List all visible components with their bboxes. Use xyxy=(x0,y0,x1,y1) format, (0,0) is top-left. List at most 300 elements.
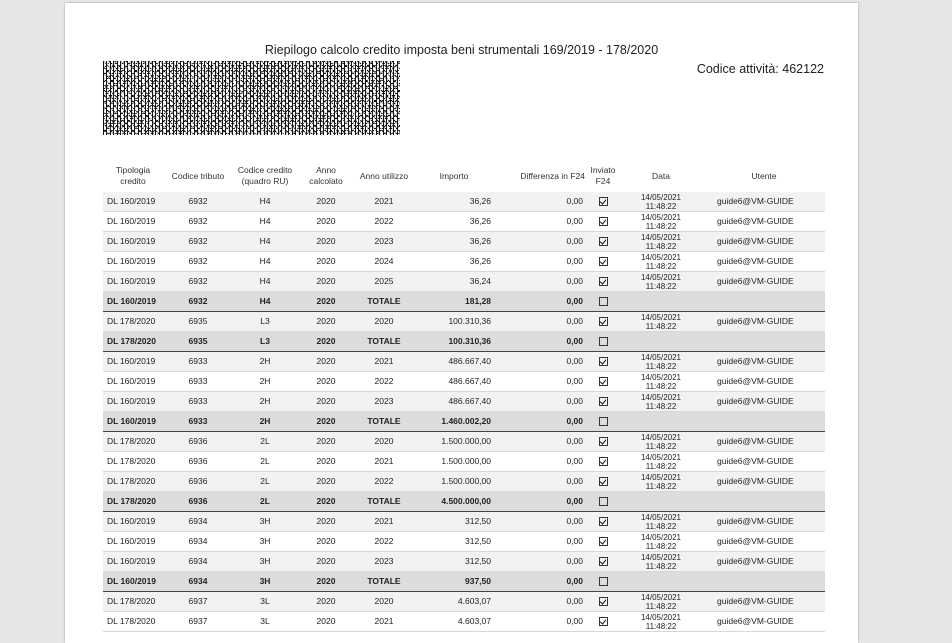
cell-credito: 2H xyxy=(259,376,271,386)
cell-data-time: 11:48:22 xyxy=(645,241,677,251)
cell-utente: guide6@VM-GUIDE xyxy=(703,232,825,252)
checked-checkbox-icon xyxy=(599,517,608,526)
cell-tipologia: DL 160/2019 xyxy=(103,352,163,372)
cell-differenza: 0,00 xyxy=(566,536,583,546)
cell-tributo: 6934 xyxy=(188,536,208,546)
cell-utente: guide6@VM-GUIDE xyxy=(717,216,794,226)
codice-attivita: Codice attività: 462122 xyxy=(696,62,824,76)
table-row xyxy=(103,272,825,292)
cell-data-date: 14/05/2021 xyxy=(640,352,682,362)
table-total-row xyxy=(103,572,825,592)
cell-inviato xyxy=(587,552,619,572)
table-row xyxy=(103,312,825,332)
cell-credito: H4 xyxy=(259,256,271,266)
cell-differenza: 0,00 xyxy=(495,232,587,252)
cell-anno-calcolato: 2020 xyxy=(297,232,355,252)
cell-inviato xyxy=(587,232,619,252)
cell-differenza: 0,00 xyxy=(566,376,583,386)
cell-credito: 2H xyxy=(233,392,297,412)
cell-data xyxy=(619,532,703,552)
cell-utente: guide6@VM-GUIDE xyxy=(703,512,825,532)
cell-anno-utilizzo: 2025 xyxy=(355,272,413,292)
cell-tributo: 6937 xyxy=(163,592,233,612)
unchecked-checkbox-icon xyxy=(599,577,608,586)
checked-checkbox-icon xyxy=(599,317,608,326)
cell-tipologia: DL 160/2019 xyxy=(103,572,163,592)
col-header-tributo: Codice tributo xyxy=(171,170,225,181)
cell-differenza: 0,00 xyxy=(495,432,587,452)
table-row xyxy=(103,532,825,552)
cell-tributo: 6936 xyxy=(163,432,233,452)
cell-credito: 2H xyxy=(233,412,297,432)
cell-tributo: 6933 xyxy=(163,392,233,412)
cell-inviato xyxy=(587,572,619,592)
cell-data-time: 11:48:22 xyxy=(645,461,677,471)
cell-importo: 36,26 xyxy=(469,256,491,266)
cell-tributo: 6933 xyxy=(163,412,233,432)
cell-differenza: 0,00 xyxy=(495,492,587,512)
cell-inviato xyxy=(587,212,619,232)
cell-tributo: 6933 xyxy=(163,352,233,372)
cell-anno-calcolato: 2020 xyxy=(297,412,355,432)
cell-credito: H4 xyxy=(233,292,297,312)
table-row xyxy=(103,592,825,612)
cell-data-date: 14/05/2021 xyxy=(640,392,682,402)
cell-utente: guide6@VM-GUIDE xyxy=(717,256,794,266)
cell-inviato xyxy=(587,292,619,312)
table-row xyxy=(103,232,825,252)
cell-differenza: 0,00 xyxy=(566,216,583,226)
cell-data xyxy=(619,592,703,612)
cell-importo: 312,50 xyxy=(465,536,491,546)
cell-credito: H4 xyxy=(233,232,297,252)
cell-anno-utilizzo: TOTALE xyxy=(355,292,413,312)
cell-tipologia: DL 178/2020 xyxy=(107,616,156,626)
cell-tipologia: DL 178/2020 xyxy=(107,456,156,466)
cell-data xyxy=(619,412,703,432)
cell-anno-utilizzo: 2020 xyxy=(355,432,413,452)
cell-data-date: 14/05/2021 xyxy=(640,592,682,602)
cell-tributo: 6936 xyxy=(163,492,233,512)
cell-anno-utilizzo: 2024 xyxy=(374,256,394,266)
cell-data xyxy=(619,512,703,532)
cell-tributo: 6936 xyxy=(188,456,208,466)
cell-data-time: 11:48:22 xyxy=(645,201,677,211)
cell-data xyxy=(619,352,703,372)
cell-tipologia: DL 160/2019 xyxy=(103,192,163,212)
cell-importo: 100.310,36 xyxy=(413,312,495,332)
cell-credito: 3L xyxy=(260,616,270,626)
table-total-row xyxy=(103,292,825,312)
cell-tipologia: DL 160/2019 xyxy=(107,376,156,386)
cell-data-date: 14/05/2021 xyxy=(640,552,682,562)
cell-inviato xyxy=(587,612,619,632)
table-body xyxy=(103,192,825,632)
cell-tipologia: DL 160/2019 xyxy=(103,552,163,572)
cell-importo: 36,26 xyxy=(413,232,495,252)
cell-anno-calcolato: 2020 xyxy=(297,332,355,352)
cell-data-date: 14/05/2021 xyxy=(640,532,682,542)
cell-anno-utilizzo: 2020 xyxy=(355,592,413,612)
checked-checkbox-icon xyxy=(599,257,608,266)
cell-anno-calcolato: 2020 xyxy=(297,432,355,452)
unchecked-checkbox-icon xyxy=(599,417,608,426)
cell-importo: 312,50 xyxy=(413,552,495,572)
cell-anno-utilizzo: TOTALE xyxy=(355,492,413,512)
cell-credito: H4 xyxy=(259,216,271,226)
cell-credito: 3L xyxy=(233,592,297,612)
cell-differenza: 0,00 xyxy=(495,312,587,332)
cell-differenza: 0,00 xyxy=(495,512,587,532)
cell-credito: 3H xyxy=(259,536,271,546)
cell-tipologia: DL 178/2020 xyxy=(103,432,163,452)
cell-data xyxy=(619,332,703,352)
cell-utente xyxy=(703,492,825,512)
cell-importo: 36,24 xyxy=(413,272,495,292)
cell-anno-calcolato: 2020 xyxy=(297,272,355,292)
cell-tipologia: DL 160/2019 xyxy=(103,512,163,532)
checked-checkbox-icon xyxy=(599,357,608,366)
cell-tributo: 6936 xyxy=(163,472,233,492)
cell-importo: 36,26 xyxy=(469,216,491,226)
cell-anno-calcolato: 2020 xyxy=(297,492,355,512)
cell-importo: 36,26 xyxy=(413,192,495,212)
cell-differenza: 0,00 xyxy=(566,456,583,466)
cell-tributo: 6932 xyxy=(163,292,233,312)
cell-anno-utilizzo: 2020 xyxy=(355,312,413,332)
table-header-row xyxy=(103,160,825,192)
cell-credito: 3H xyxy=(233,512,297,532)
cell-tributo: 6932 xyxy=(188,216,208,226)
cell-anno-utilizzo: 2023 xyxy=(355,232,413,252)
cell-tributo: 6934 xyxy=(163,552,233,572)
report-title: Riepilogo calcolo credito imposta beni strumentali 169/2019 - 178/2020 xyxy=(264,43,659,57)
barcode-image xyxy=(103,61,400,135)
table-row xyxy=(103,612,825,632)
cell-importo: 312,50 xyxy=(413,512,495,532)
table-total-row xyxy=(103,332,825,352)
cell-tributo: 6932 xyxy=(163,272,233,292)
table-total-row xyxy=(103,492,825,512)
report-page xyxy=(65,3,858,643)
cell-anno-calcolato: 2020 xyxy=(297,192,355,212)
cell-anno-utilizzo: TOTALE xyxy=(355,412,413,432)
cell-utente: guide6@VM-GUIDE xyxy=(703,192,825,212)
cell-data-time: 11:48:22 xyxy=(645,281,677,291)
cell-tipologia: DL 178/2020 xyxy=(103,332,163,352)
cell-tributo: 6935 xyxy=(163,312,233,332)
cell-anno-calcolato: 2020 xyxy=(316,536,336,546)
cell-utente: guide6@VM-GUIDE xyxy=(703,312,825,332)
cell-utente xyxy=(703,292,825,312)
table-row xyxy=(103,372,825,392)
col-header-utilizzo: Anno utilizzo xyxy=(359,170,409,181)
cell-data xyxy=(619,452,703,472)
cell-tipologia: DL 178/2020 xyxy=(103,592,163,612)
cell-data-date: 14/05/2021 xyxy=(640,472,682,482)
cell-importo: 1.500.000,00 xyxy=(441,456,491,466)
cell-data xyxy=(619,232,703,252)
cell-inviato xyxy=(587,312,619,332)
cell-data xyxy=(619,392,703,412)
col-header-inviato: Inviato F24 xyxy=(590,165,616,186)
cell-credito: 2H xyxy=(233,352,297,372)
cell-data-date: 14/05/2021 xyxy=(640,512,682,522)
cell-tributo: 6937 xyxy=(188,616,208,626)
cell-tributo: 6934 xyxy=(163,512,233,532)
cell-inviato xyxy=(587,452,619,472)
cell-credito: 3H xyxy=(233,552,297,572)
cell-credito: 2L xyxy=(260,456,270,466)
cell-importo: 181,28 xyxy=(413,292,495,312)
cell-anno-utilizzo: 2022 xyxy=(374,536,394,546)
cell-data-time: 11:48:22 xyxy=(645,621,677,631)
cell-tributo: 6935 xyxy=(163,332,233,352)
cell-anno-calcolato: 2020 xyxy=(297,352,355,372)
checked-checkbox-icon xyxy=(599,197,608,206)
cell-anno-utilizzo: 2022 xyxy=(374,216,394,226)
cell-anno-calcolato: 2020 xyxy=(316,616,336,626)
cell-tributo: 6932 xyxy=(188,256,208,266)
cell-data-time: 11:48:22 xyxy=(645,361,677,371)
cell-data-date: 14/05/2021 xyxy=(640,452,682,462)
cell-importo: 4.500.000,00 xyxy=(413,492,495,512)
cell-utente xyxy=(703,412,825,432)
cell-differenza: 0,00 xyxy=(495,552,587,572)
cell-data xyxy=(619,292,703,312)
cell-tributo: 6932 xyxy=(163,232,233,252)
cell-differenza: 0,00 xyxy=(495,592,587,612)
table-row xyxy=(103,252,825,272)
cell-importo: 1.500.000,00 xyxy=(413,472,495,492)
cell-differenza: 0,00 xyxy=(495,572,587,592)
cell-inviato xyxy=(587,352,619,372)
checked-checkbox-icon xyxy=(599,457,608,466)
cell-inviato xyxy=(587,252,619,272)
cell-differenza: 0,00 xyxy=(495,352,587,372)
cell-utente: guide6@VM-GUIDE xyxy=(717,376,794,386)
table-row xyxy=(103,212,825,232)
credit-summary-table xyxy=(103,160,825,632)
cell-data-time: 11:48:22 xyxy=(645,601,677,611)
cell-differenza: 0,00 xyxy=(566,616,583,626)
cell-data xyxy=(619,252,703,272)
cell-data-date: 14/05/2021 xyxy=(640,272,682,282)
cell-differenza: 0,00 xyxy=(495,412,587,432)
cell-data-date: 14/05/2021 xyxy=(640,432,682,442)
checked-checkbox-icon xyxy=(599,617,608,626)
table-row xyxy=(103,452,825,472)
unchecked-checkbox-icon xyxy=(599,497,608,506)
cell-inviato xyxy=(587,532,619,552)
cell-differenza: 0,00 xyxy=(495,272,587,292)
cell-importo: 937,50 xyxy=(413,572,495,592)
cell-anno-calcolato: 2020 xyxy=(297,552,355,572)
checked-checkbox-icon xyxy=(599,557,608,566)
cell-credito: 2L xyxy=(233,492,297,512)
table-row xyxy=(103,472,825,492)
cell-inviato xyxy=(587,412,619,432)
cell-utente: guide6@VM-GUIDE xyxy=(717,536,794,546)
table-row xyxy=(103,512,825,532)
cell-tipologia: DL 160/2019 xyxy=(103,272,163,292)
cell-data-time: 11:48:22 xyxy=(645,541,677,551)
cell-tributo: 6932 xyxy=(163,192,233,212)
cell-anno-utilizzo: TOTALE xyxy=(355,332,413,352)
cell-tipologia: DL 160/2019 xyxy=(107,536,156,546)
cell-utente: guide6@VM-GUIDE xyxy=(703,272,825,292)
cell-credito: 3H xyxy=(233,572,297,592)
cell-credito: H4 xyxy=(233,272,297,292)
cell-tipologia: DL 160/2019 xyxy=(107,216,156,226)
cell-tipologia: DL 160/2019 xyxy=(103,292,163,312)
cell-differenza: 0,00 xyxy=(495,292,587,312)
cell-anno-utilizzo: 2023 xyxy=(355,552,413,572)
cell-data-time: 11:48:22 xyxy=(645,261,677,271)
cell-tipologia: DL 178/2020 xyxy=(103,492,163,512)
col-header-data: Data xyxy=(652,170,670,181)
cell-anno-utilizzo: 2021 xyxy=(355,352,413,372)
cell-data-date: 14/05/2021 xyxy=(640,612,682,622)
cell-differenza: 0,00 xyxy=(495,192,587,212)
checked-checkbox-icon xyxy=(599,397,608,406)
cell-importo: 100.310,36 xyxy=(413,332,495,352)
cell-anno-calcolato: 2020 xyxy=(297,292,355,312)
cell-data-time: 11:48:22 xyxy=(645,521,677,531)
cell-credito: L3 xyxy=(233,312,297,332)
cell-anno-utilizzo: 2022 xyxy=(355,472,413,492)
cell-importo: 1.460.002,20 xyxy=(413,412,495,432)
cell-anno-utilizzo: 2021 xyxy=(355,192,413,212)
table-row xyxy=(103,352,825,372)
cell-inviato xyxy=(587,272,619,292)
cell-data xyxy=(619,572,703,592)
cell-inviato xyxy=(587,192,619,212)
cell-anno-calcolato: 2020 xyxy=(316,376,336,386)
table-row xyxy=(103,192,825,212)
cell-data xyxy=(619,552,703,572)
cell-differenza: 0,00 xyxy=(566,256,583,266)
cell-utente: guide6@VM-GUIDE xyxy=(717,456,794,466)
cell-data-date: 14/05/2021 xyxy=(640,252,682,262)
cell-inviato xyxy=(587,512,619,532)
cell-inviato xyxy=(587,372,619,392)
cell-tipologia: DL 160/2019 xyxy=(103,232,163,252)
cell-utente: guide6@VM-GUIDE xyxy=(703,392,825,412)
cell-utente: guide6@VM-GUIDE xyxy=(703,472,825,492)
cell-anno-utilizzo: 2021 xyxy=(374,456,394,466)
cell-importo: 1.500.000,00 xyxy=(413,432,495,452)
cell-credito: H4 xyxy=(233,192,297,212)
cell-data xyxy=(619,192,703,212)
cell-inviato xyxy=(587,332,619,352)
cell-utente xyxy=(703,332,825,352)
cell-anno-calcolato: 2020 xyxy=(316,216,336,226)
cell-importo: 486.667,40 xyxy=(413,352,495,372)
col-header-credito: Codice credito (quadro RU) xyxy=(237,165,293,186)
cell-anno-calcolato: 2020 xyxy=(297,392,355,412)
cell-credito: 2L xyxy=(233,432,297,452)
cell-utente: guide6@VM-GUIDE xyxy=(703,352,825,372)
checked-checkbox-icon xyxy=(599,377,608,386)
checked-checkbox-icon xyxy=(599,237,608,246)
cell-utente: guide6@VM-GUIDE xyxy=(703,552,825,572)
cell-tributo: 6933 xyxy=(188,376,208,386)
col-header-importo: Importo xyxy=(439,170,469,181)
col-header-utente: Utente xyxy=(751,170,777,181)
table-row xyxy=(103,552,825,572)
cell-data-time: 11:48:22 xyxy=(645,561,677,571)
table-total-row xyxy=(103,412,825,432)
cell-data xyxy=(619,212,703,232)
cell-utente: guide6@VM-GUIDE xyxy=(703,432,825,452)
cell-tipologia: DL 160/2019 xyxy=(103,392,163,412)
cell-anno-utilizzo: 2021 xyxy=(374,616,394,626)
cell-utente xyxy=(703,572,825,592)
cell-credito: 2L xyxy=(233,472,297,492)
cell-data-time: 11:48:22 xyxy=(645,401,677,411)
cell-anno-calcolato: 2020 xyxy=(316,256,336,266)
cell-anno-calcolato: 2020 xyxy=(297,572,355,592)
cell-differenza: 0,00 xyxy=(495,332,587,352)
cell-data xyxy=(619,312,703,332)
cell-inviato xyxy=(587,592,619,612)
cell-data-date: 14/05/2021 xyxy=(640,372,682,382)
cell-anno-calcolato: 2020 xyxy=(316,456,336,466)
checked-checkbox-icon xyxy=(599,217,608,226)
cell-importo: 486.667,40 xyxy=(448,376,491,386)
cell-data xyxy=(619,612,703,632)
cell-anno-utilizzo: TOTALE xyxy=(355,572,413,592)
cell-tipologia: DL 160/2019 xyxy=(107,256,156,266)
cell-tipologia: DL 178/2020 xyxy=(103,472,163,492)
checked-checkbox-icon xyxy=(599,437,608,446)
cell-anno-calcolato: 2020 xyxy=(297,312,355,332)
cell-data-date: 14/05/2021 xyxy=(640,232,682,242)
cell-data xyxy=(619,432,703,452)
cell-data-time: 11:48:22 xyxy=(645,441,677,451)
cell-anno-calcolato: 2020 xyxy=(297,512,355,532)
cell-data-date: 14/05/2021 xyxy=(640,212,682,222)
table-row xyxy=(103,432,825,452)
unchecked-checkbox-icon xyxy=(599,297,608,306)
cell-data xyxy=(619,492,703,512)
cell-anno-utilizzo: 2021 xyxy=(355,512,413,532)
col-header-differenza: Differenza in F24 xyxy=(520,170,585,181)
checked-checkbox-icon xyxy=(599,277,608,286)
cell-data xyxy=(619,472,703,492)
cell-inviato xyxy=(587,392,619,412)
cell-inviato xyxy=(587,472,619,492)
cell-importo: 486.667,40 xyxy=(413,392,495,412)
table-row xyxy=(103,392,825,412)
cell-data xyxy=(619,272,703,292)
col-header-calcolato: Anno calcolato xyxy=(309,165,343,186)
cell-utente: guide6@VM-GUIDE xyxy=(717,616,794,626)
cell-data-date: 14/05/2021 xyxy=(640,312,682,322)
cell-data-time: 11:48:22 xyxy=(645,221,677,231)
cell-tipologia: DL 160/2019 xyxy=(103,412,163,432)
cell-credito: L3 xyxy=(233,332,297,352)
cell-data-time: 11:48:22 xyxy=(645,481,677,491)
cell-data-time: 11:48:22 xyxy=(645,321,677,331)
col-header-tipologia: Tipologia credito xyxy=(115,165,151,186)
unchecked-checkbox-icon xyxy=(599,337,608,346)
cell-tipologia: DL 178/2020 xyxy=(103,312,163,332)
cell-data-date: 14/05/2021 xyxy=(640,192,682,202)
cell-inviato xyxy=(587,432,619,452)
cell-utente: guide6@VM-GUIDE xyxy=(703,592,825,612)
